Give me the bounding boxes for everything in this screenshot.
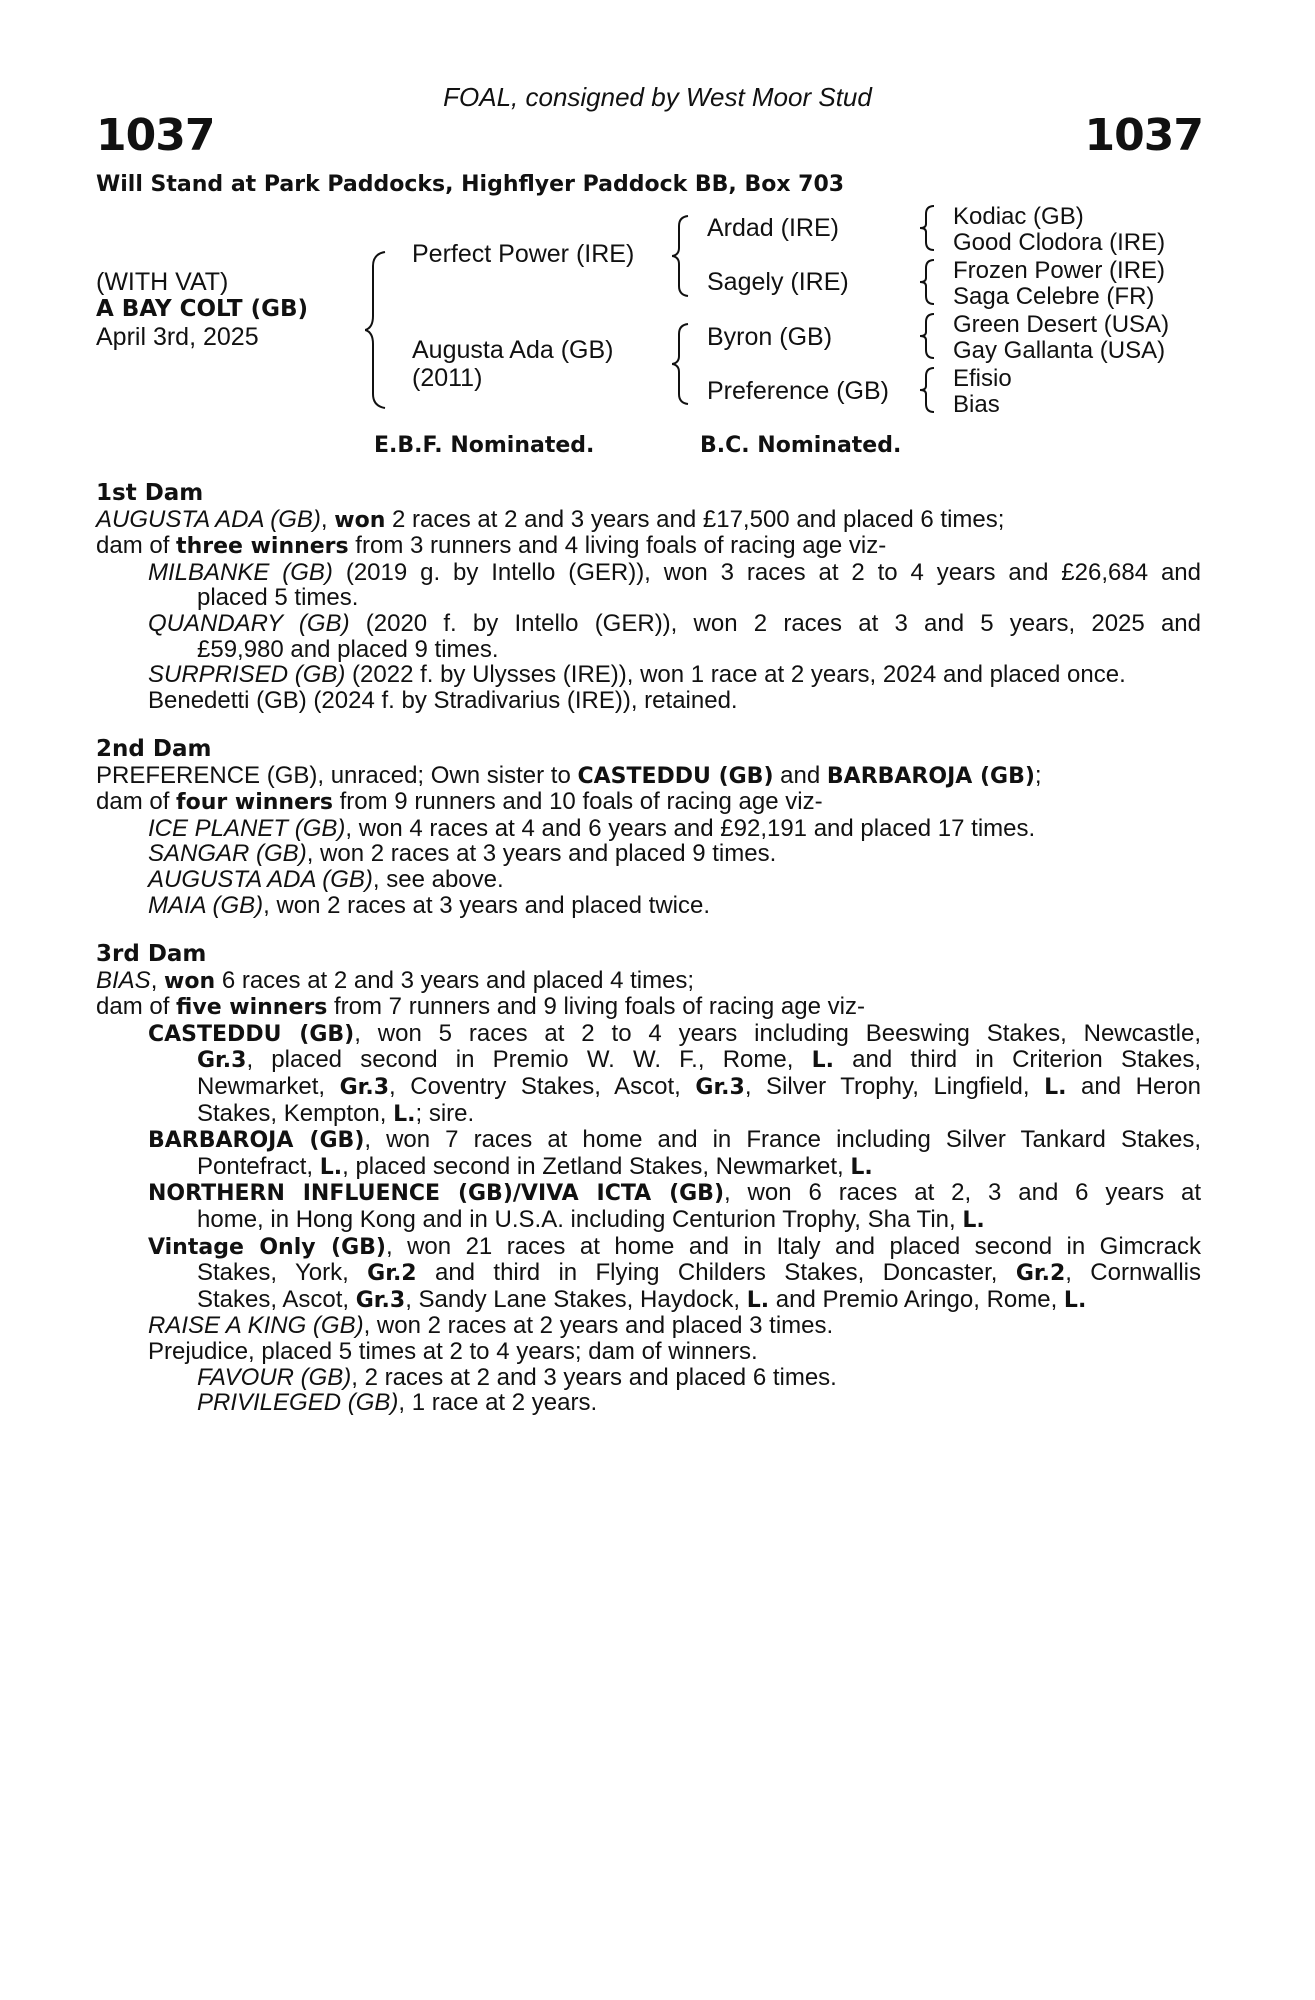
dam-name: BIAS	[96, 966, 151, 994]
progeny-augusta-ada	[96, 867, 1201, 893]
winners-bold: five winners	[176, 995, 328, 1021]
progeny-raise-a-king	[96, 1313, 1201, 1339]
pedigree-dam-dam: Preference (GB)	[707, 377, 890, 405]
pedigree-g3-1: Good Clodora (IRE)	[953, 229, 1166, 256]
text: , won 2 races at 3 years and placed 9 times.	[306, 840, 777, 868]
progeny-northern-influence-cont	[96, 1207, 1201, 1234]
text: ,	[150, 966, 165, 994]
pedigree-sire-sire: Ardad (IRE)	[707, 214, 839, 242]
text: , won 21 races at home and in Italy and placed second in Gimcrack	[385, 1232, 1202, 1260]
progeny-northern-influence	[96, 1180, 1201, 1207]
text: , see above.	[372, 865, 504, 893]
text: , 2 races at 2 and 3 years and placed 6 times.	[351, 1363, 837, 1391]
third-dam-line-1	[96, 968, 1201, 995]
pedigree-g3-4: Green Desert (USA)	[953, 311, 1170, 338]
grade: L.	[319, 1154, 343, 1180]
grade: L.	[850, 1154, 873, 1180]
grade: L.	[393, 1101, 416, 1127]
progeny-casteddu-cont-2	[96, 1074, 1201, 1101]
progeny-sangar	[96, 841, 1201, 867]
grade: Gr.3	[339, 1074, 390, 1100]
text: (2022 f. by Ulysses (IRE)), won 1 race at 2 years, 2024 and placed once.	[345, 661, 1126, 689]
lot-number-right: 1037	[1084, 110, 1203, 161]
progeny-quandary-cont: £59,980 and placed 9 times.	[197, 635, 499, 663]
progeny-name: NORTHERN INFLUENCE (GB)/VIVA ICTA (GB)	[148, 1181, 725, 1207]
pedigree-g3-2: Frozen Power (IRE)	[953, 257, 1166, 284]
second-dam-title: 2nd Dam	[96, 736, 212, 762]
brace-g3-2	[920, 258, 938, 306]
vat-note: (WITH VAT)	[96, 268, 229, 296]
text: , Cornwallis	[1065, 1259, 1202, 1287]
progeny-milbanke	[96, 560, 1201, 586]
progeny-privileged	[96, 1390, 1201, 1416]
progeny-name: MAIA (GB)	[148, 891, 264, 919]
grade: L.	[1044, 1074, 1067, 1100]
text: and Premio Aringo, Rome,	[769, 1285, 1064, 1313]
text: from 7 runners and 9 living foals of racing age viz-	[327, 993, 865, 1021]
progeny-prejudice: Prejudice, placed 5 times at 2 to 4 years; dam of winners.	[148, 1337, 758, 1365]
text: Stakes, York,	[197, 1259, 368, 1287]
text: dam of	[96, 532, 177, 560]
text: dam of	[96, 788, 177, 816]
won-bold: won	[334, 507, 386, 533]
progeny-name: MILBANKE (GB)	[148, 558, 333, 586]
text: , placed second in Premio W. W. F., Rome,	[246, 1046, 812, 1074]
progeny-name: ICE PLANET (GB)	[148, 814, 346, 842]
progeny-name: Vintage Only (GB)	[148, 1234, 386, 1260]
grade: L.	[1063, 1287, 1087, 1313]
second-dam-line-1	[96, 763, 1201, 790]
won-bold: won	[164, 968, 216, 994]
sibling-bold: BARBAROJA (GB)	[826, 763, 1035, 789]
text: dam of	[96, 993, 177, 1021]
text: , 1 race at 2 years.	[398, 1389, 598, 1417]
text: and third in Flying Childers Stakes, Doncaster,	[416, 1259, 1016, 1287]
progeny-maia	[96, 893, 1201, 919]
text: ;	[1034, 761, 1042, 789]
grade: Gr.2	[1015, 1261, 1066, 1287]
progeny-name: PRIVILEGED (GB)	[197, 1389, 399, 1417]
pedigree-dam: Augusta Ada (GB)	[412, 336, 614, 364]
text: (2019 g. by Intello (GER)), won 3 races at 2 to 4 years and £26,684 and	[332, 558, 1202, 586]
text: , Sandy Lane Stakes, Haydock,	[405, 1285, 747, 1313]
dam-name: AUGUSTA ADA (GB)	[96, 505, 321, 533]
text: home, in Hong Kong and in U.S.A. including Centurion Trophy, Sha Tin,	[197, 1205, 963, 1233]
text: , Coventry Stakes, Ascot,	[389, 1072, 696, 1100]
text: ,	[320, 505, 335, 533]
winners-bold: four winners	[176, 790, 333, 816]
text: Newmarket,	[197, 1072, 340, 1100]
text: and	[773, 761, 827, 789]
lot-number-left: 1037	[96, 110, 215, 161]
pedigree-g3-0: Kodiac (GB)	[953, 203, 1084, 230]
grade: L.	[962, 1207, 985, 1233]
winners-bold: three winners	[176, 534, 349, 560]
progeny-vintage-only-cont-2	[96, 1287, 1201, 1314]
progeny-casteddu-cont-1	[96, 1047, 1201, 1074]
pedigree-g3-3: Saga Celebre (FR)	[953, 283, 1155, 310]
ebf-nominated: E.B.F. Nominated.	[374, 433, 595, 458]
third-dam-section	[96, 942, 1201, 1416]
text: , won 5 races at 2 to 4 years including Beeswing Stakes, Newcastle,	[354, 1019, 1201, 1047]
text: Stakes, Kempton,	[197, 1099, 394, 1127]
text: , won 6 races at 2, 3 and 6 years at	[724, 1179, 1201, 1207]
brace-g3-1	[920, 204, 938, 252]
progeny-barbaroja	[96, 1127, 1201, 1154]
progeny-name: BARBAROJA (GB)	[148, 1128, 365, 1154]
progeny-milbanke-cont: placed 5 times.	[197, 584, 359, 612]
third-dam-title: 3rd Dam	[96, 941, 207, 967]
pedigree-sire-dam: Sagely (IRE)	[707, 268, 849, 296]
pedigree-brace-sire	[672, 214, 696, 298]
text: Pontefract,	[197, 1152, 320, 1180]
pedigree-dam-sire: Byron (GB)	[707, 323, 833, 351]
text: , Silver Trophy, Lingfield,	[744, 1072, 1045, 1100]
progeny-name: RAISE A KING (GB)	[148, 1312, 364, 1340]
progeny-quandary	[96, 611, 1201, 637]
text: , won 7 races at home and in France including Silver Tankard Stakes,	[364, 1126, 1201, 1154]
consignor-line: FOAL, consigned by West Moor Stud	[443, 82, 872, 112]
text: , won 4 races at 4 and 6 years and £92,191 and placed 17 times.	[345, 814, 1036, 842]
pedigree-g3-6: Efisio	[953, 365, 1012, 392]
text: and third in Criterion Stakes,	[833, 1046, 1201, 1074]
first-dam-line-2	[96, 533, 1201, 560]
first-dam-title: 1st Dam	[96, 480, 204, 506]
progeny-name: QUANDARY (GB)	[148, 609, 350, 637]
progeny-casteddu	[96, 1021, 1201, 1048]
text: Stakes, Ascot,	[197, 1285, 356, 1313]
grade: Gr.3	[695, 1074, 745, 1100]
progeny-benedetti: Benedetti (GB) (2024 f. by Stradivarius (IRE)), retained.	[148, 686, 738, 714]
grade: L.	[746, 1287, 770, 1313]
text: (2020 f. by Intello (GER)), won 2 races at 3 and 5 years, 2025 and	[349, 609, 1201, 637]
progeny-name: SURPRISED (GB)	[148, 661, 346, 689]
foaling-date: April 3rd, 2025	[96, 323, 259, 351]
horse-name: A BAY COLT (GB)	[96, 296, 309, 322]
progeny-name: CASTEDDU (GB)	[148, 1021, 355, 1047]
pedigree-g3-5: Gay Gallanta (USA)	[953, 337, 1166, 364]
first-dam-section	[96, 481, 1201, 713]
grade: Gr.3	[197, 1048, 247, 1074]
progeny-vintage-only	[96, 1234, 1201, 1261]
progeny-name: FAVOUR (GB)	[197, 1363, 352, 1391]
progeny-name: SANGAR (GB)	[148, 840, 307, 868]
text: , won 2 races at 2 years and placed 3 times.	[363, 1312, 834, 1340]
brace-g3-4	[920, 366, 938, 414]
brace-g3-3	[920, 312, 938, 360]
text: , won 2 races at 3 years and placed twice.	[263, 891, 711, 919]
text: 6 races at 2 and 3 years and placed 4 times;	[215, 966, 695, 994]
text: from 3 runners and 4 living foals of racing age viz-	[348, 532, 887, 560]
progeny-ice-planet	[96, 816, 1201, 842]
text: ; sire.	[415, 1099, 475, 1127]
progeny-surprised	[96, 662, 1201, 688]
progeny-favour	[96, 1365, 1201, 1391]
third-dam-line-2	[96, 994, 1201, 1021]
pedigree-g3-7: Bias	[953, 391, 1000, 418]
second-dam-section	[96, 737, 1201, 918]
sibling-bold: CASTEDDU (GB)	[577, 763, 774, 789]
pedigree-sire: Perfect Power (IRE)	[412, 240, 635, 268]
text: PREFERENCE (GB), unraced; Own sister to	[96, 761, 578, 789]
grade: Gr.2	[367, 1261, 417, 1287]
progeny-barbaroja-cont	[96, 1154, 1201, 1181]
progeny-name: AUGUSTA ADA (GB)	[148, 865, 373, 893]
text: and Heron	[1066, 1072, 1201, 1100]
pedigree-dam-year: (2011)	[412, 364, 483, 392]
progeny-vintage-only-cont-1	[96, 1260, 1201, 1287]
progeny-casteddu-cont-3	[96, 1101, 1201, 1128]
stand-location: Will Stand at Park Paddocks, Highflyer Paddock BB, Box 703	[96, 172, 845, 197]
bc-nominated: B.C. Nominated.	[700, 433, 902, 458]
first-dam-line-1	[96, 507, 1201, 534]
pedigree-brace-main	[365, 250, 395, 410]
text: 2 races at 2 and 3 years and £17,500 and placed 6 times;	[385, 505, 1005, 533]
grade: L.	[811, 1048, 834, 1074]
grade: Gr.3	[355, 1287, 406, 1313]
text: from 9 runners and 10 foals of racing age viz-	[332, 788, 823, 816]
pedigree-brace-dam	[672, 322, 696, 406]
second-dam-line-2	[96, 789, 1201, 816]
text: , placed second in Zetland Stakes, Newmarket,	[342, 1152, 851, 1180]
